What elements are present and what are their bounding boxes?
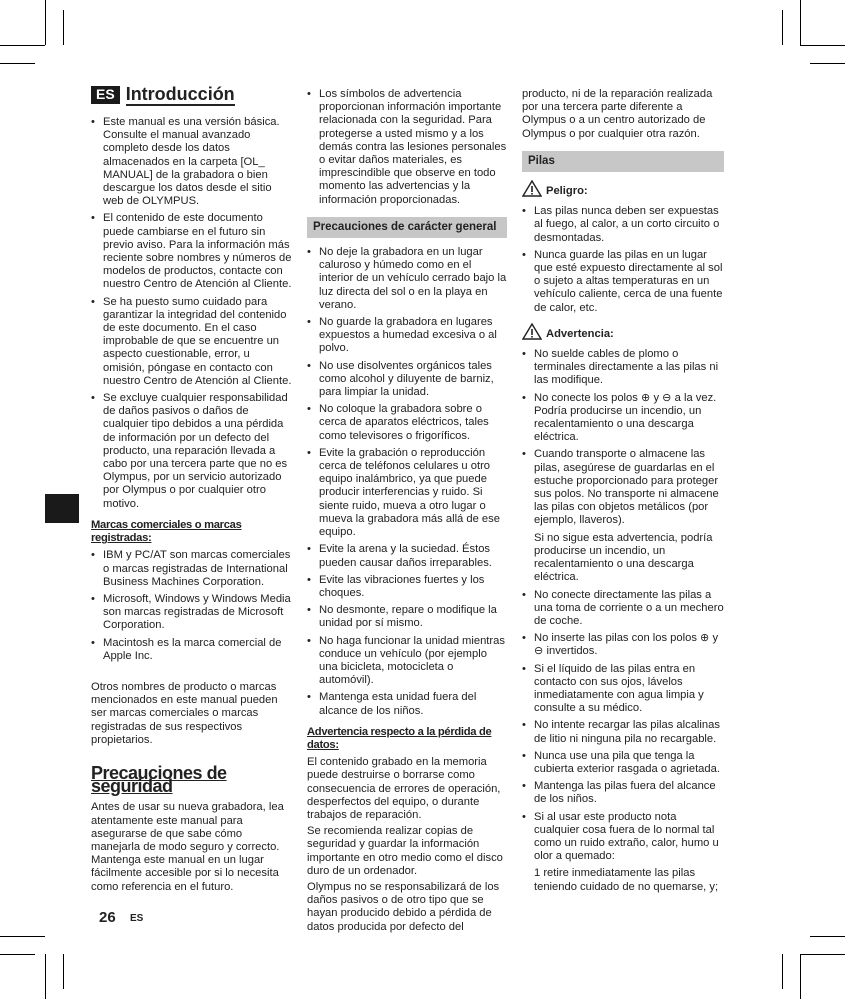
page-language: ES bbox=[130, 913, 144, 924]
list-item: • No inserte las pilas con los polos ⊕ y ⊖ invertidos. bbox=[522, 632, 724, 658]
general-precautions-list bbox=[307, 246, 507, 718]
crop-mark bbox=[782, 954, 783, 989]
crop-mark bbox=[63, 954, 64, 989]
list-item: • Se ha puesto sumo cuidado para garantizar la integridad del contenido de este documento. En el caso improbable de que se encuentre un aspecto cuestionable, error, u omisión, póngase en contacto con nuestro Centro de Atención al Cliente. bbox=[91, 296, 293, 388]
data-loss-heading: Advertencia respecto a la pérdida de datos: bbox=[307, 725, 492, 751]
list-item-text: Cuando transporte o almacene las pilas, asegúrese de guardarlas en el estuche proporcionado para proteger sus polos. No transporte ni almacene las pilas con objetos metálicos (por ejemplo, llaveros). bbox=[534, 448, 719, 527]
danger-label: Peligro: bbox=[546, 185, 588, 198]
crop-mark bbox=[800, 954, 845, 955]
crop-mark bbox=[810, 63, 845, 64]
safety-title: Precauciones de seguridad bbox=[91, 762, 227, 797]
column-right bbox=[522, 88, 724, 897]
crop-mark bbox=[810, 936, 845, 937]
warning-label: Advertencia: bbox=[546, 327, 614, 340]
list-item: • Mantenga esta unidad fuera del alcance de los niños. bbox=[307, 691, 507, 717]
trademarks-list bbox=[91, 549, 293, 663]
batteries-heading: Pilas bbox=[522, 151, 724, 172]
list-item: • Si al usar este producto nota cualquier cosa fuera de lo normal tal como un ruido extraño, calor, humo u olor a quemado: bbox=[522, 811, 724, 864]
list-item: • Se excluye cualquier responsabilidad de daños pasivos o daños de cualquier tipo debidos a una pérdida de información por un defecto del producto, una reparación llevada a cabo por una tercera parte que no es Olympus, por un servicio autorizado por Olympus o por cualquier otro motivo. bbox=[91, 392, 293, 511]
list-item: • No intente recargar las pilas alcalinas de litio ni ninguna pila no recargable. bbox=[522, 719, 724, 745]
list-item: • Evite la grabación o reproducción cerca de teléfonos celulares u otro equipo inalámbrico, ya que puede producir interferencias y ruido. Si siente ruido, mueva a otro lugar o mueva la grabadora más allá de ese equipo. bbox=[307, 447, 507, 539]
intro-title-row bbox=[91, 84, 293, 106]
intro-list bbox=[91, 116, 293, 511]
side-tab bbox=[45, 494, 79, 523]
warning-label-row bbox=[522, 323, 724, 344]
language-badge: ES bbox=[91, 86, 120, 103]
list-item: • No guarde la grabadora en lugares expuestos a humedad excesiva o al polvo. bbox=[307, 316, 507, 356]
other-names-paragraph: Otros nombres de producto o marcas mencionados en este manual pueden ser marcas comerciales o marcas registradas de sus respectivos propietarios. bbox=[91, 680, 278, 746]
crop-mark bbox=[800, 0, 801, 45]
list-item: • No conecte directamente las pilas a una toma de corriente o a un mechero de coche. bbox=[522, 589, 724, 629]
list-item: • Mantenga las pilas fuera del alcance de los niños. bbox=[522, 780, 724, 806]
crop-mark bbox=[0, 45, 45, 46]
list-item: • No use disolventes orgánicos tales como alcohol y diluyente de barniz, para limpiar la unidad. bbox=[307, 360, 507, 400]
trademarks-heading: Marcas comerciales o marcas registradas: bbox=[91, 518, 242, 545]
symbols-list bbox=[307, 88, 507, 207]
numbered-step: 1 retire inmediatamente las pilas teniendo cuidado de no quemarse, y; bbox=[534, 867, 719, 893]
list-item: • Macintosh es la marca comercial de Apple Inc. bbox=[91, 637, 293, 663]
continuation-paragraph: producto, ni de la reparación realizada por una tercera parte diferente a Olympus o a un centro autorizado de Olympus o por cualquier otra razón. bbox=[522, 88, 713, 140]
danger-label-row bbox=[522, 180, 724, 201]
data-loss-paragraph: El contenido grabado en la memoria puede destruirse o borrarse como consecuencia de errores de operación, desperfectos del equipo, o durante trabajos de reparación. bbox=[307, 756, 501, 821]
crop-mark bbox=[45, 0, 46, 45]
column-middle bbox=[307, 88, 507, 937]
data-loss-paragraph: Se recomienda realizar copias de seguridad y guardar la información importante en otro medio como el disco duro de un ordenador. bbox=[307, 825, 503, 877]
list-item: • Las pilas nunca deben ser expuestas al fuego, al calor, a un corto circuito o desmontadas. bbox=[522, 205, 724, 245]
warning-triangle-icon bbox=[522, 323, 542, 344]
warning-triangle-icon bbox=[522, 180, 542, 201]
column-left bbox=[91, 84, 293, 897]
list-item: • Este manual es una versión básica. Consulte el manual avanzado completo desde los datos almacenados en la carpeta [OL_ MANUAL] de la grabadora o bien descargue los datos desde el sitio web de OLYMPUS. bbox=[91, 116, 293, 208]
list-item: • El contenido de este documento puede cambiarse en el futuro sin previo aviso. Para la información más reciente sobre nombres y números de modelos de productos, contacte con nuestro Centro de Atención al Cliente. bbox=[91, 212, 293, 291]
intro-title: Introducción bbox=[125, 84, 235, 104]
data-loss-paragraph: Olympus no se responsabilizará de los daños pasivos o de otro tipo que se hayan producido debido a pérdida de datos producida por defecto del bbox=[307, 880, 500, 933]
list-item: • No deje la grabadora en un lugar caluroso y húmedo como en el interior de un vehículo cerrado bajo la luz directa del sol o en la playa en verano. bbox=[307, 246, 507, 312]
list-item: • Evite las vibraciones fuertes y los choques. bbox=[307, 574, 507, 600]
list-item bbox=[522, 448, 724, 584]
crop-mark bbox=[0, 936, 45, 937]
list-item: • No desmonte, repare o modifique la unidad por sí mismo. bbox=[307, 604, 507, 630]
crop-mark bbox=[45, 954, 46, 999]
crop-mark bbox=[0, 63, 35, 64]
list-item: • No coloque la grabadora sobre o cerca de aparatos eléctricos, tales como televisores o frigoríficos. bbox=[307, 403, 507, 443]
list-item: • Evite la arena y la suciedad. Éstos pueden causar daños irreparables. bbox=[307, 543, 507, 569]
warning-note: Si no sigue esta advertencia, podría producirse un incendio, un recalentamiento o una descarga eléctrica. bbox=[534, 531, 713, 584]
list-item: • IBM y PC/AT son marcas comerciales o marcas registradas de International Business Machines Corporation. bbox=[91, 549, 293, 589]
list-item: • Los símbolos de advertencia proporcionan información importante relacionada con la seguridad. Para protegerse a usted mismo y a los demás contra las lesiones personales o evitar daños materiales, es imprescindible que observe en todo momento las advertencias y la información proporcionadas. bbox=[307, 88, 507, 207]
list-item: • Nunca use una pila que tenga la cubierta exterior rasgada o agrietada. bbox=[522, 750, 724, 776]
crop-mark bbox=[63, 10, 64, 45]
crop-mark bbox=[800, 45, 845, 46]
list-item: • No haga funcionar la unidad mientras conduce un vehículo (por ejemplo una bicicleta, motocicleta o automóvil). bbox=[307, 635, 507, 688]
list-item: • Nunca guarde las pilas en un lugar que esté expuesto directamente al sol o sujeto a altas temperaturas en un vehículo caliente, cerca de una fuente de calor, etc. bbox=[522, 249, 724, 315]
general-precautions-heading: Precauciones de carácter general bbox=[307, 217, 507, 238]
crop-mark bbox=[800, 954, 801, 999]
safety-intro: Antes de usar su nueva grabadora, lea atentamente este manual para asegurarse de que sabe cómo manejarla de modo seguro y correcto. Mantenga este manual en un lugar fácilmente accesible por si lo necesita como referencia en el futuro. bbox=[91, 801, 284, 893]
warning-list bbox=[522, 348, 724, 863]
list-item: • No suelde cables de plomo o terminales directamente a las pilas ni las modifique. bbox=[522, 348, 724, 388]
list-item: • Si el líquido de las pilas entra en contacto con sus ojos, lávelos inmediatamente con agua limpia y consulte a su médico. bbox=[522, 663, 724, 716]
page-number: 26 bbox=[99, 909, 116, 926]
crop-mark bbox=[782, 10, 783, 45]
list-item: • No conecte los polos ⊕ y ⊖ a la vez. Podría producirse un incendio, un recalentamiento o una descarga eléctrica. bbox=[522, 392, 724, 445]
danger-list bbox=[522, 205, 724, 315]
list-item: • Microsoft, Windows y Windows Media son marcas registradas de Microsoft Corporation. bbox=[91, 593, 293, 633]
crop-mark bbox=[0, 954, 35, 955]
